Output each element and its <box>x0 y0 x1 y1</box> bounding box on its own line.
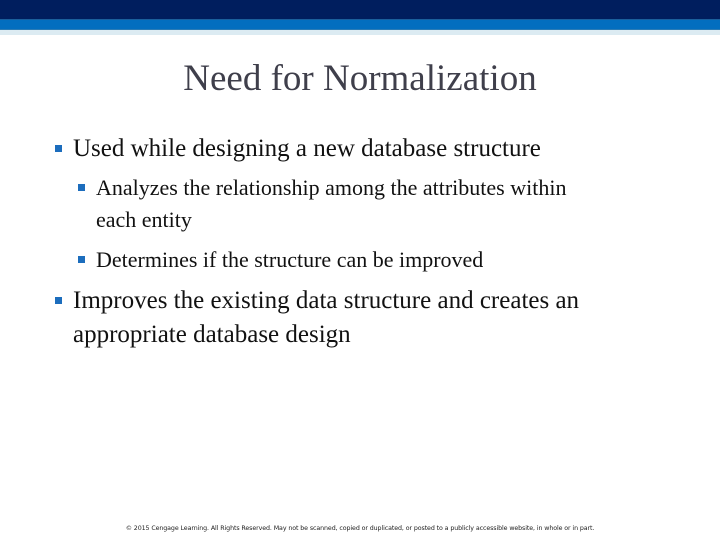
bullet-level1-improves-line1: Improves the existing data structure and creates an <box>73 287 580 314</box>
header-band-navy <box>0 0 720 19</box>
bullet-square-icon <box>78 256 85 263</box>
header-band-light <box>0 30 720 35</box>
bullet-square-icon <box>78 184 85 191</box>
bullet-square-icon <box>55 145 62 152</box>
copyright-footer: © 2015 Cengage Learning. All Rights Reserved. May not be scanned, copied or duplicated, or posted to a publicly accessible website, in whole or in part. <box>125 525 595 532</box>
bullet-level2-analyzes-line1: Analyzes the relationship among the attributes within <box>96 175 567 200</box>
bullet-level2-determines: Determines if the structure can be improved <box>96 247 484 272</box>
bullet-square-icon <box>55 297 62 304</box>
bullet-level1-improves-line2: appropriate database design <box>73 321 351 348</box>
header-band-blue <box>0 19 720 30</box>
bullet-level2-analyzes-line2: each entity <box>96 207 192 232</box>
slide-title: Need for Normalization <box>183 58 537 99</box>
bullet-level1-used-while-designing: Used while designing a new database structure <box>73 135 541 162</box>
